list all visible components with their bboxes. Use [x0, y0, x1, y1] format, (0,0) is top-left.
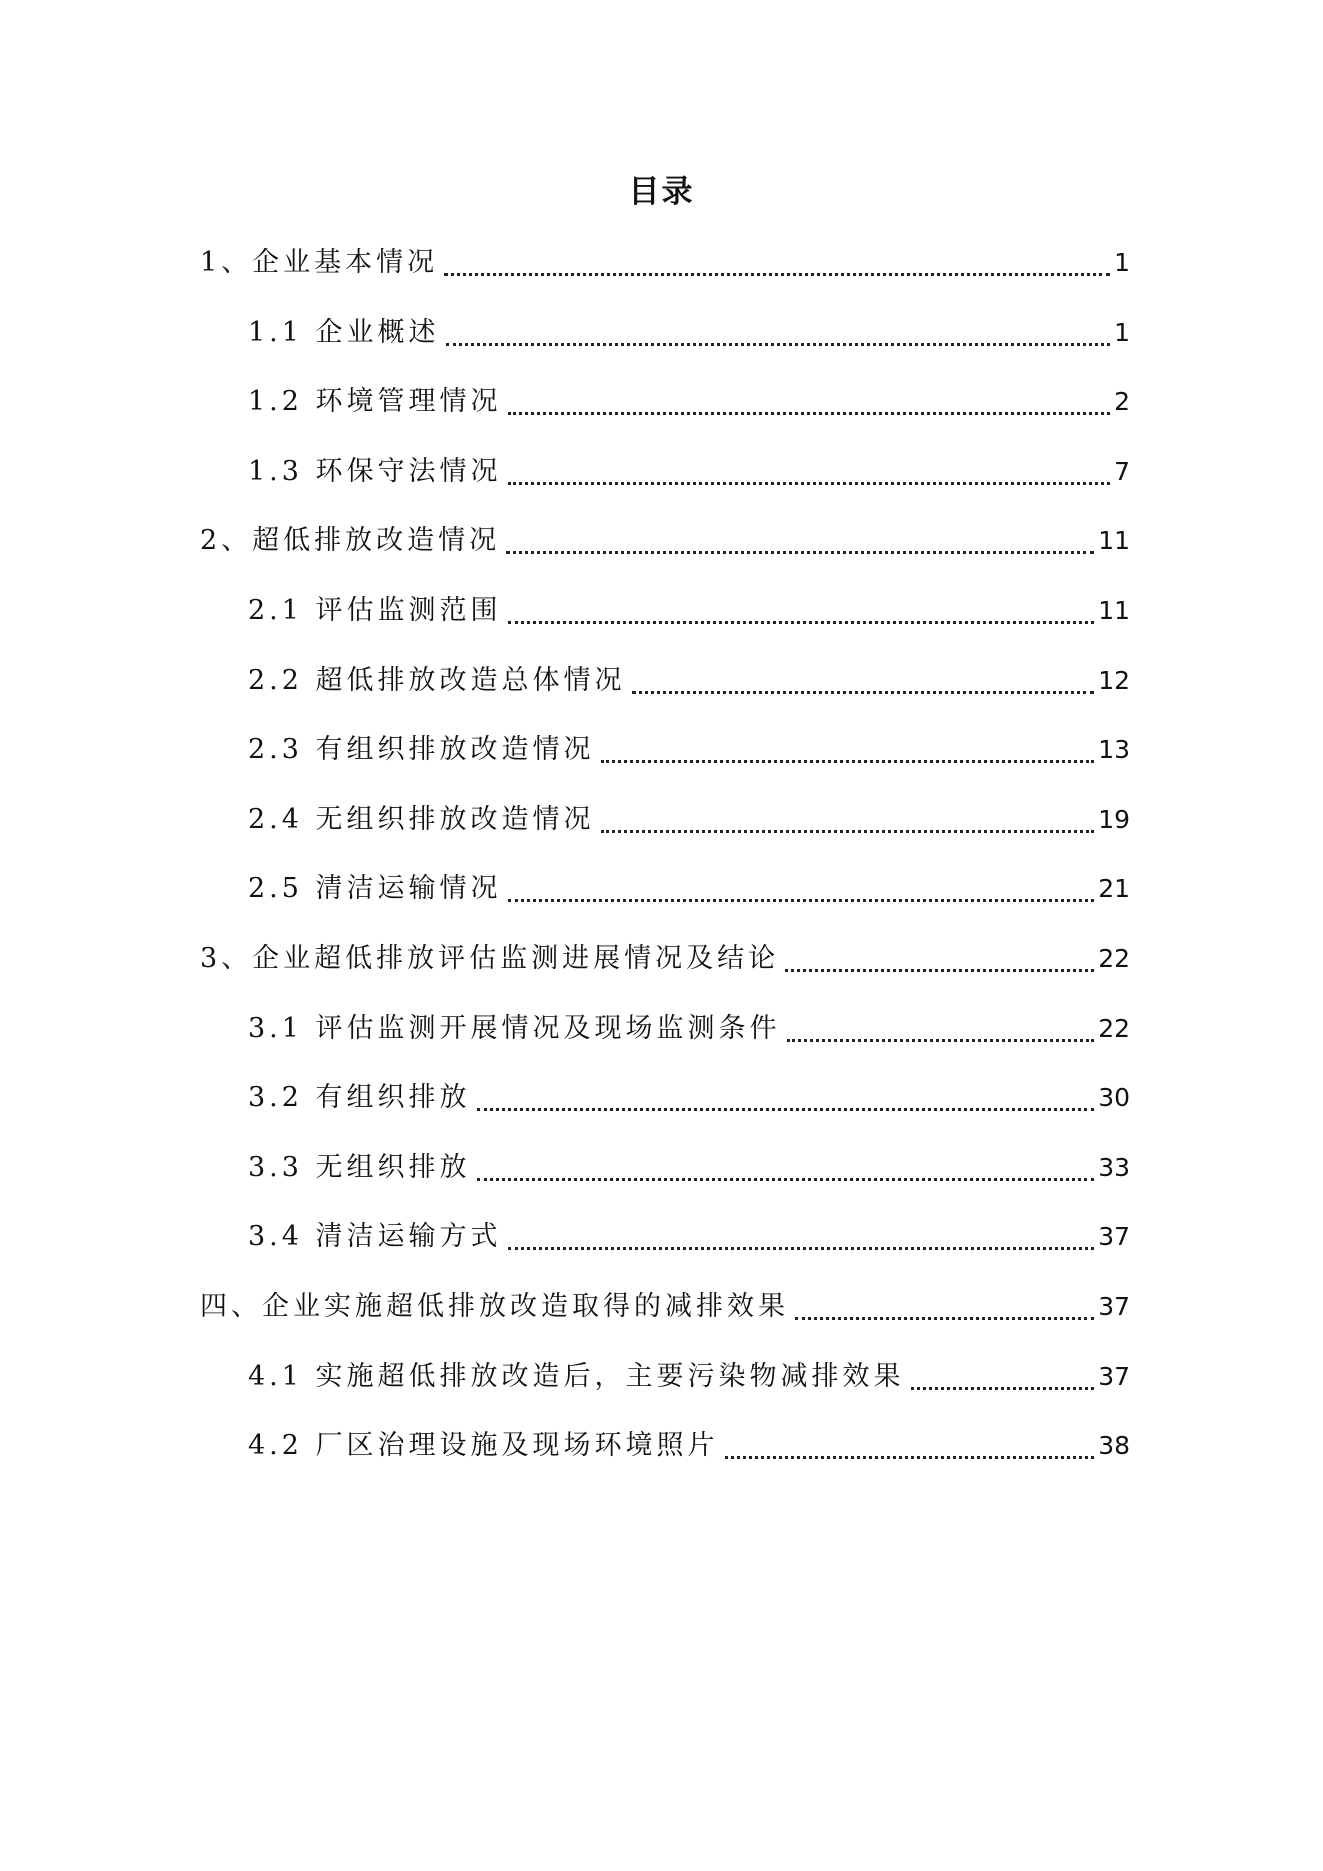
toc-entry[interactable]	[0, 1287, 1323, 1357]
dot-leader	[601, 830, 1095, 833]
toc-entry[interactable]	[0, 452, 1323, 522]
dot-leader	[601, 760, 1095, 763]
toc-entry[interactable]	[0, 1217, 1323, 1287]
toc-entry-row	[200, 1287, 1130, 1327]
dot-leader	[506, 551, 1094, 554]
toc-entry-label: 1.3 环保守法情况	[248, 455, 502, 487]
toc-entry[interactable]	[0, 800, 1323, 870]
toc-entry-page-number: 21	[1098, 874, 1130, 904]
toc-entry[interactable]	[0, 869, 1323, 939]
toc-entry[interactable]	[0, 730, 1323, 800]
toc-entry-row	[248, 1217, 1130, 1257]
toc-entry-label: 2.5 清洁运输情况	[248, 873, 502, 905]
toc-entry-row	[248, 1009, 1130, 1049]
toc-entry[interactable]	[0, 1078, 1323, 1148]
dot-leader	[477, 1108, 1095, 1111]
dot-leader	[508, 1247, 1095, 1250]
dot-leader	[787, 1039, 1095, 1042]
toc-entry-page-number: 11	[1098, 595, 1130, 625]
toc-entry-page-number: 2	[1114, 387, 1130, 417]
toc-entry-page-number: 37	[1098, 1291, 1130, 1321]
toc-entry-row	[248, 313, 1130, 353]
toc-entry-label: 四、企业实施超低排放改造取得的减排效果	[200, 1290, 789, 1322]
toc-title: 目录	[628, 174, 695, 210]
dot-leader	[508, 412, 1111, 415]
toc-entry[interactable]	[0, 1426, 1323, 1496]
toc-entry[interactable]	[0, 382, 1323, 452]
toc-entry-row	[200, 243, 1130, 283]
toc-entry-page-number: 38	[1098, 1431, 1130, 1461]
toc-entry[interactable]	[0, 939, 1323, 1009]
toc-entry-page-number: 7	[1114, 456, 1130, 486]
toc-entry-label: 2.1 评估监测范围	[248, 594, 502, 626]
toc-entry[interactable]	[0, 1357, 1323, 1427]
toc-entry-page-number: 1	[1114, 317, 1130, 347]
toc-entry-label: 3.3 无组织排放	[248, 1151, 471, 1183]
table-of-contents	[0, 243, 1323, 1496]
toc-entry-page-number: 37	[1098, 1361, 1130, 1391]
toc-entry-label: 1.1 企业概述	[248, 316, 440, 348]
toc-entry-page-number: 1	[1114, 248, 1130, 277]
dot-leader	[911, 1387, 1095, 1390]
toc-entry-label: 1、企业基本情况	[200, 247, 439, 278]
toc-entry-page-number: 12	[1098, 665, 1130, 695]
dot-leader	[446, 343, 1111, 346]
toc-entry-label: 3、企业超低排放评估监测进展情况及结论	[200, 942, 780, 974]
toc-entry-page-number: 19	[1098, 804, 1130, 834]
dot-leader	[795, 1317, 1094, 1320]
toc-entry-label: 4.2 厂区治理设施及现场环境照片	[248, 1430, 719, 1462]
toc-entry-row	[248, 1078, 1130, 1118]
toc-entry-row	[248, 730, 1130, 770]
toc-entry-row	[248, 1148, 1130, 1188]
toc-entry-label: 4.1 实施超低排放改造后，主要污染物减排效果	[248, 1360, 905, 1392]
toc-entry-label: 2.2 超低排放改造总体情况	[248, 664, 626, 696]
toc-entry-label: 3.1 评估监测开展情况及现场监测条件	[248, 1012, 781, 1044]
toc-entry-row	[248, 661, 1130, 701]
toc-entry[interactable]	[0, 521, 1323, 591]
toc-entry-label: 2、超低排放改造情况	[200, 525, 501, 557]
toc-entry-page-number: 11	[1098, 526, 1130, 556]
toc-entry-row	[248, 591, 1130, 631]
toc-entry-page-number: 22	[1098, 943, 1130, 973]
toc-entry-label: 1.2 环境管理情况	[248, 386, 502, 418]
dot-leader	[785, 969, 1094, 972]
dot-leader	[725, 1456, 1095, 1459]
toc-entry[interactable]	[0, 661, 1323, 731]
toc-entry-label: 2.3 有组织排放改造情况	[248, 734, 595, 766]
toc-entry-page-number: 13	[1098, 735, 1130, 765]
toc-entry[interactable]	[0, 1009, 1323, 1079]
toc-entry[interactable]	[0, 591, 1323, 661]
toc-entry-page-number: 30	[1098, 1083, 1130, 1113]
dot-leader	[632, 691, 1095, 694]
toc-entry-page-number: 37	[1098, 1222, 1130, 1252]
dot-leader	[508, 621, 1095, 624]
toc-entry-label: 2.4 无组织排放改造情况	[248, 803, 595, 835]
toc-entry-page-number: 22	[1098, 1013, 1130, 1043]
toc-entry-row	[248, 382, 1130, 422]
toc-entry-page-number: 33	[1098, 1152, 1130, 1182]
toc-entry-row	[248, 1357, 1130, 1397]
toc-entry-row	[248, 1426, 1130, 1466]
toc-entry-row	[248, 869, 1130, 909]
dot-leader	[477, 1178, 1095, 1181]
dot-leader	[508, 899, 1095, 902]
toc-entry-row	[200, 939, 1130, 979]
dot-leader	[444, 273, 1110, 276]
toc-entry-row	[248, 452, 1130, 492]
toc-entry-row	[200, 521, 1130, 561]
toc-entry[interactable]	[0, 313, 1323, 383]
toc-entry-label: 3.2 有组织排放	[248, 1082, 471, 1114]
toc-entry-label: 3.4 清洁运输方式	[248, 1221, 502, 1253]
dot-leader	[508, 482, 1111, 485]
toc-entry[interactable]	[0, 243, 1323, 313]
toc-entry[interactable]	[0, 1148, 1323, 1218]
toc-entry-row	[248, 800, 1130, 840]
